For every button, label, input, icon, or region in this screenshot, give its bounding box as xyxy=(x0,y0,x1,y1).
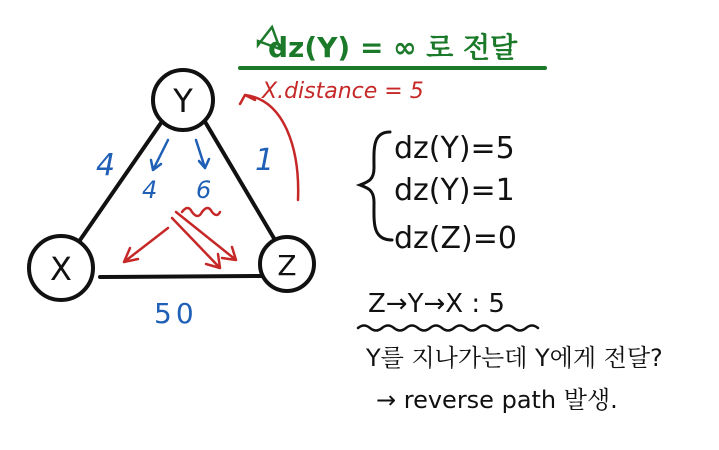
under-y-right-value: 6 xyxy=(196,176,212,204)
edge-y-z xyxy=(204,120,275,240)
path-line: Z→Y→X : 5 xyxy=(368,289,505,319)
korean-line-2: → reverse path 발생. xyxy=(376,386,618,414)
equation-1: dz(Y)=5 xyxy=(394,131,515,166)
equations-brace xyxy=(360,132,392,240)
red-note: X.distance = 5 xyxy=(262,79,424,104)
korean-line-1: Y를 지나가는데 Y에게 전달? xyxy=(366,344,663,372)
edge-x-z xyxy=(100,276,262,277)
under-y-left-value: 4 xyxy=(142,176,158,204)
headline-text: dz(Y) = ∞ 로 전달 xyxy=(268,31,518,64)
node-x-label: X xyxy=(50,250,72,288)
node-x xyxy=(29,236,93,300)
edge-yz-cost: 1 xyxy=(255,143,275,178)
headline-group xyxy=(240,27,545,68)
red-arrow-left xyxy=(124,228,168,262)
blue-arrows xyxy=(151,140,209,170)
blue-arrow-right xyxy=(196,140,209,168)
edge-xy-cost: 4 xyxy=(96,148,116,183)
node-y-label: Y xyxy=(173,82,193,120)
equation-2: dz(Y)=1 xyxy=(394,173,515,208)
node-y xyxy=(153,70,213,130)
equations xyxy=(394,131,517,256)
blue-arrow-left xyxy=(151,140,168,170)
path-wavy-underline xyxy=(358,326,538,331)
red-squiggle xyxy=(182,208,220,216)
node-z-label: Z xyxy=(277,249,297,282)
triangle-edges xyxy=(78,120,275,277)
node-z xyxy=(260,237,314,291)
equation-3: dz(Z)=0 xyxy=(394,221,517,256)
edge-xz-cost: 50 xyxy=(154,297,198,330)
